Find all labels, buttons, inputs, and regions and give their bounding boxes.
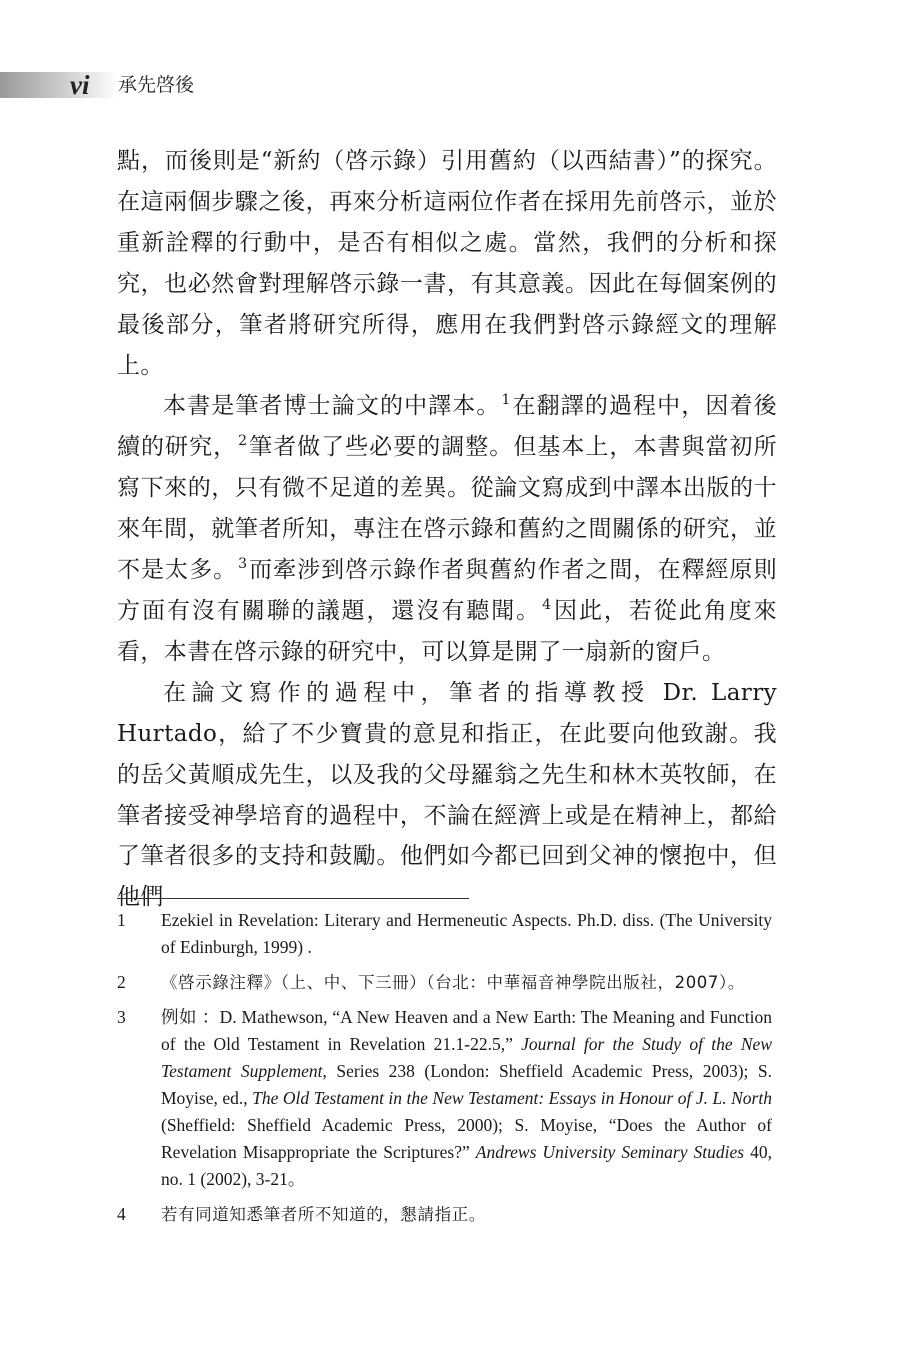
footnote-2 [117,969,772,996]
footnote-4 [117,1201,772,1228]
footnote-text [161,1004,772,1193]
paragraph-2-text-2: 在翻譯的過程中，因着後續的研究， [117,393,777,461]
footnote-3-journal-title: Journal for the Study of the New Testament Supplement [161,1034,772,1081]
footnote-3 [117,1004,772,1193]
footnote-ref-1[interactable]: 1 [501,392,511,409]
footnote-number: 2 [117,972,126,992]
footnote-3-part-g: 40, no. 1 (2002), 3-21。 [161,1142,772,1189]
paragraph-2-text-5: 因此，若從此角度來看，本書在啓示錄的研究中，可以算是開了一扇新的窗戶。 [117,597,777,665]
footnote-3-journal-title-2: Andrews University Seminary Studies [475,1142,745,1162]
footnote-text: 《啓示錄注釋》（上、中、下三冊）（台北：中華福音神學院出版社，2007）。 [161,973,745,992]
footnote-text: 若有同道知悉筆者所不知道的，懇請指正。 [161,1205,486,1224]
footnote-text: Ezekiel in Revelation: Literary and Hermeneutic Aspects. Ph.D. diss. (The University of Edinburgh, 1999) . [161,910,772,957]
paragraph-3: 在論文寫作的過程中，筆者的指導教授 Dr. Larry Hurtado，給了不少寶貴的意見和指正，在此要向他致謝。我的岳父黃順成先生，以及我的父母羅翁之先生和林木英牧師，在筆者接受神學培育的過程中，不論在經濟上或是在精神上，都給了筆者很多的支持和鼓勵。他們如今都已回到父神的懷抱中，但他們 [117,679,777,911]
footnote-divider [117,898,469,899]
footnote-3-part-a: 例如 ：D. Mathewson, “A New Heaven and a New Earth: The Meaning and Function of the Old Testament in Revelation 21.1-22.5,” [161,1007,772,1054]
footnote-ref-4[interactable]: 4 [542,596,552,613]
paragraph-2-text-1: 本書是筆者博士論文的中譯本。 [163,393,501,420]
footnote-number: 1 [117,910,126,930]
page-number: vi [70,70,90,100]
running-title: 承先啓後 [118,74,195,96]
footnote-ref-2[interactable]: 2 [238,433,248,450]
footnote-number: 4 [117,1204,126,1224]
footnote-3-part-c: , Series 238 (London: Sheffield Academic Press, 2003); S. Moyise, ed., [161,1061,772,1108]
paragraph-2-text-3: 筆者做了些必要的調整。但基本上，本書與當初所寫下來的，只有微不足道的差異。從論文寫成到中譯本出版的十來年間，就筆者所知，專注在啓示錄和舊約之間關係的研究，並不是太多。 [117,434,777,584]
footnote-ref-3[interactable]: 3 [238,556,248,573]
footnote-number: 3 [117,1007,126,1027]
footnote-3-part-e: (Sheffield: Sheffield Academic Press, 2000); S. Moyise, “Does the Author of Revelation Misappropriate the Scriptures?” [161,1115,772,1162]
main-text [117,141,777,918]
paragraph-2 [117,386,777,672]
footnote-1 [117,907,772,961]
header-gradient-bar [0,72,118,98]
footnotes [117,907,772,1236]
paragraph-2-text-4: 而牽涉到啓示錄作者與舊約作者之間，在釋經原則方面有沒有關聯的議題，還沒有聽聞。 [117,557,777,624]
paragraph-1: 點，而後則是“新約（啓示錄）引用舊約（以西結書）”的探究。在這兩個步驟之後，再來分析這兩位作者在採用先前啓示，並於重新詮釋的行動中，是否有相似之處。當然，我們的分析和探究，也必然會對理解啓示錄一書，有其意義。因此在每個案例的最後部分，筆者將研究所得，應用在我們對啓示錄經文的理解上。 [117,148,777,379]
footnote-3-book-title: The Old Testament in the New Testament: Essays in Honour of J. L. North [252,1088,772,1108]
